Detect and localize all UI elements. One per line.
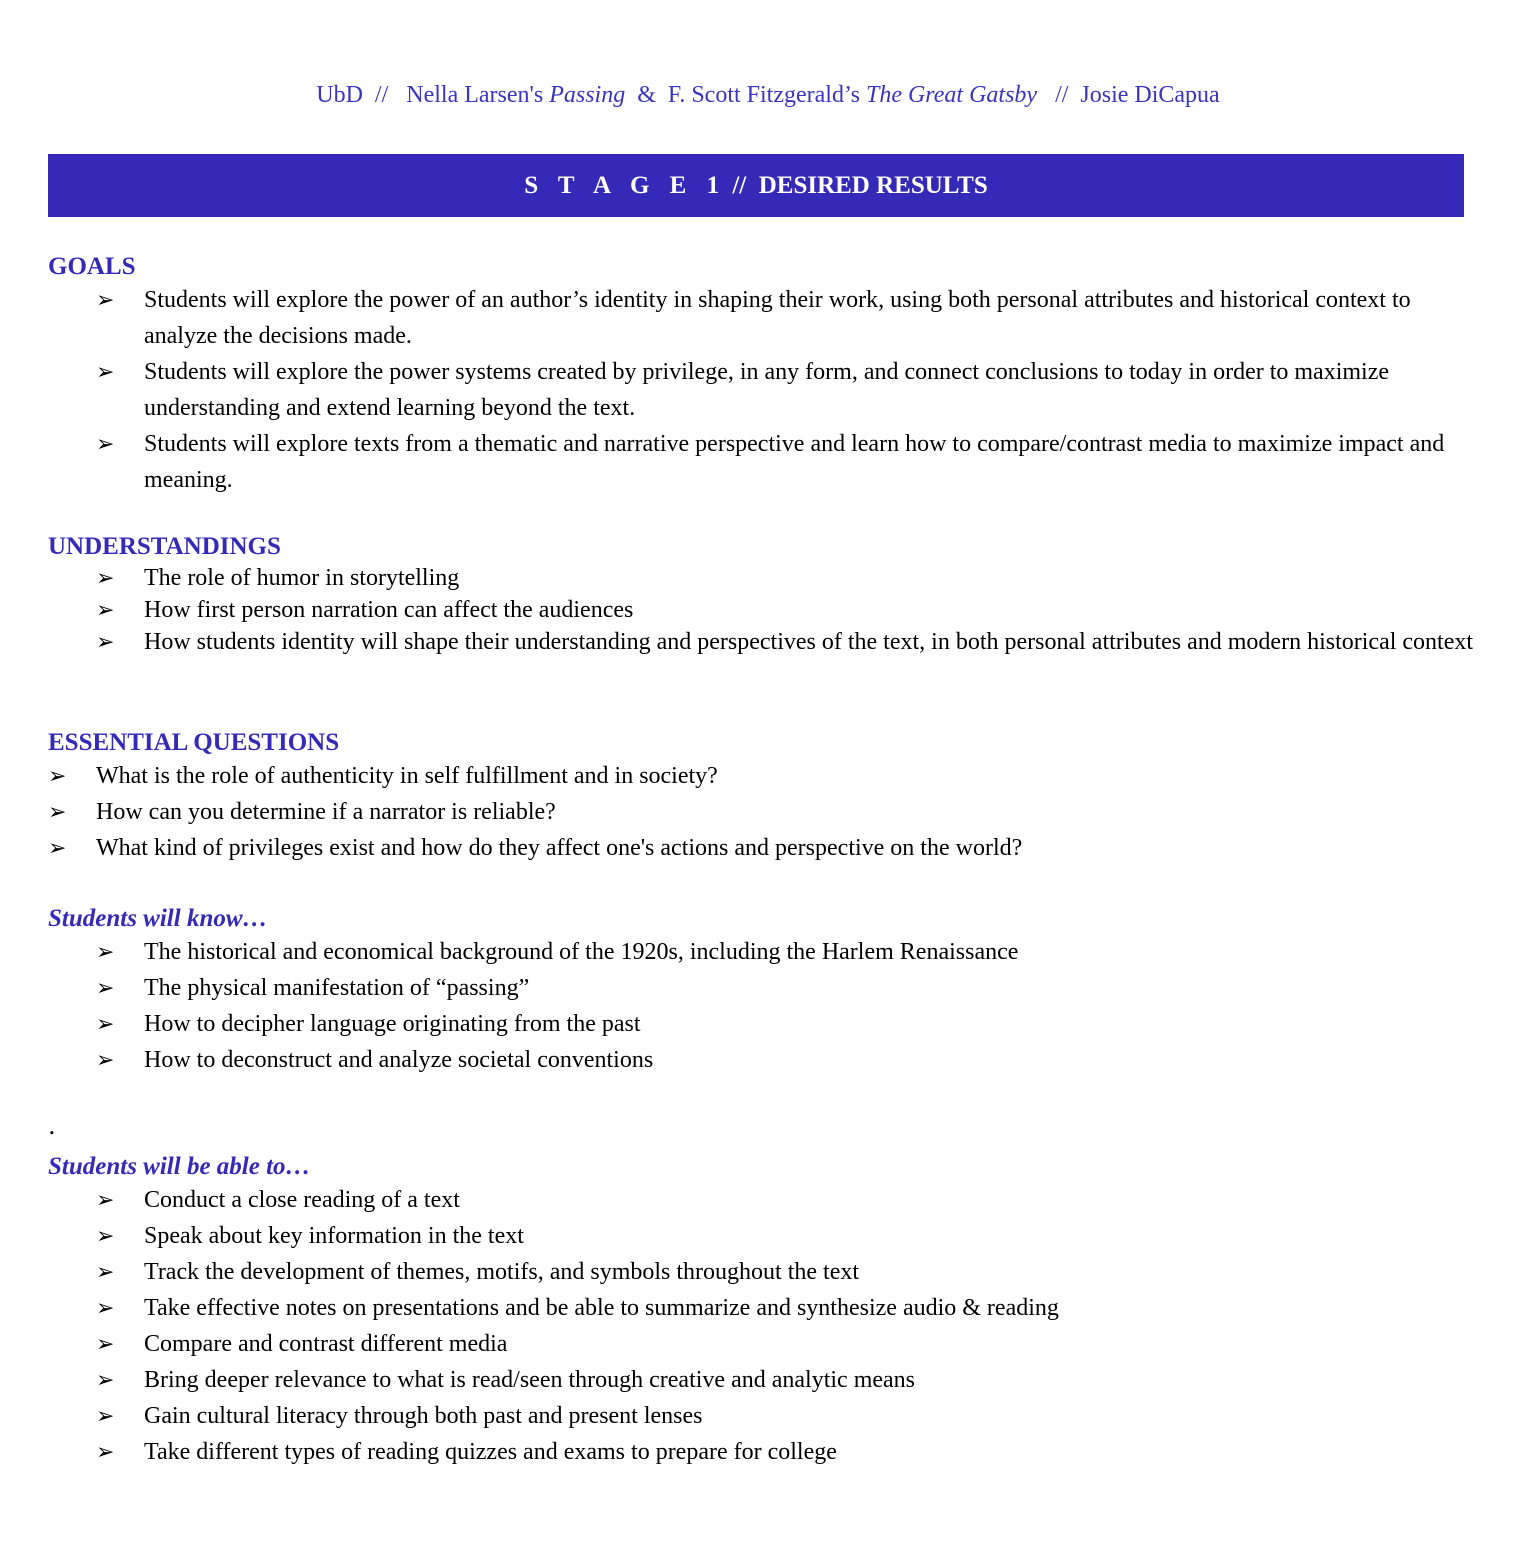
- list-item: ➢ The physical manifestation of “passing”: [48, 970, 1488, 1006]
- arrow-bullet-icon: ➢: [96, 975, 115, 1000]
- stage-banner: [48, 154, 1464, 217]
- understandings-heading: UNDERSTANDINGS: [48, 533, 281, 560]
- arrow-bullet-icon: ➢: [96, 1295, 115, 1320]
- students-will-know-list: [48, 934, 1488, 1078]
- list-item: ➢ Gain cultural literacy through both past and present lenses: [48, 1398, 1488, 1434]
- students-will-know-section: [48, 904, 1488, 1078]
- arrow-bullet-icon: ➢: [48, 763, 67, 788]
- arrow-bullet-icon: ➢: [96, 1439, 115, 1464]
- arrow-bullet-icon: ➢: [96, 1259, 115, 1284]
- arrow-bullet-icon: ➢: [96, 1331, 115, 1356]
- list-item: ➢ The role of humor in storytelling: [48, 562, 1488, 594]
- understandings-section: [48, 532, 1488, 658]
- arrow-bullet-icon: ➢: [96, 597, 115, 622]
- goals-list: [48, 282, 1488, 498]
- list-item: ➢ Students will explore the power systems created by privilege, in any form, and connect conclusions to today in order to maximize understanding and extend learning beyond the text.: [48, 354, 1488, 426]
- arrow-bullet-icon: ➢: [96, 1187, 115, 1212]
- understandings-list: [48, 562, 1488, 658]
- arrow-bullet-icon: ➢: [96, 629, 115, 654]
- goals-section: [48, 252, 1488, 498]
- arrow-bullet-icon: ➢: [96, 1011, 115, 1036]
- students-able-to-section: [48, 1152, 1488, 1470]
- arrow-bullet-icon: ➢: [96, 939, 115, 964]
- essential-questions-list: [48, 758, 1488, 866]
- list-item: ➢ Students will explore the power of an author’s identity in shaping their work, using both personal attributes and historical context to analyze the decisions made.: [48, 282, 1488, 354]
- arrow-bullet-icon: ➢: [48, 835, 67, 860]
- essential-questions-section: [48, 728, 1488, 866]
- list-item: ➢ Track the development of themes, motifs, and symbols throughout the text: [48, 1254, 1488, 1290]
- list-item: ➢ How first person narration can affect the audiences: [48, 594, 1488, 626]
- list-item: ➢ How to deconstruct and analyze societal conventions: [48, 1042, 1488, 1078]
- header-prefix: UbD // Nella Larsen's: [316, 82, 550, 108]
- students-able-to-heading: Students will be able to…: [48, 1153, 311, 1180]
- list-item: ➢ How students identity will shape their understanding and perspectives of the text, in both personal attributes and modern historical context: [48, 626, 1488, 658]
- students-able-to-list: [48, 1182, 1488, 1470]
- arrow-bullet-icon: ➢: [48, 799, 67, 824]
- goals-heading: GOALS: [48, 253, 136, 280]
- list-item: ➢ What is the role of authenticity in self fulfillment and in society?: [48, 758, 1488, 794]
- list-item: ➢ Compare and contrast different media: [48, 1326, 1488, 1362]
- list-item: ➢ How to decipher language originating from the past: [48, 1006, 1488, 1042]
- book-title-gatsby: The Great Gatsby: [865, 82, 1038, 108]
- header-author: // Josie DiCapua: [1037, 82, 1220, 108]
- arrow-bullet-icon: ➢: [96, 287, 115, 312]
- list-item: ➢ Students will explore texts from a thematic and narrative perspective and learn how to compare/contrast media to maximize impact and meaning.: [48, 426, 1488, 498]
- stage-title: // DESIRED RESULTS: [726, 171, 988, 199]
- document-header: [0, 82, 1528, 109]
- arrow-bullet-icon: ➢: [96, 1223, 115, 1248]
- arrow-bullet-icon: ➢: [96, 1367, 115, 1392]
- arrow-bullet-icon: ➢: [96, 1047, 115, 1072]
- essential-questions-heading: ESSENTIAL QUESTIONS: [48, 729, 340, 756]
- list-item: ➢ Bring deeper relevance to what is read/seen through creative and analytic means: [48, 1362, 1488, 1398]
- list-item: ➢ How can you determine if a narrator is reliable?: [48, 794, 1488, 830]
- list-item: ➢ Take different types of reading quizzes and exams to prepare for college: [48, 1434, 1488, 1470]
- arrow-bullet-icon: ➢: [96, 565, 115, 590]
- list-item: ➢ The historical and economical background of the 1920s, including the Harlem Renaissance: [48, 934, 1488, 970]
- list-item: ➢ Conduct a close reading of a text: [48, 1182, 1488, 1218]
- stage-label: S T A G E 1: [524, 171, 727, 199]
- book-title-passing: Passing: [549, 82, 626, 108]
- stray-period: .: [48, 1112, 56, 1140]
- arrow-bullet-icon: ➢: [96, 1403, 115, 1428]
- list-item: ➢ What kind of privileges exist and how do they affect one's actions and perspective on the world?: [48, 830, 1488, 866]
- arrow-bullet-icon: ➢: [96, 359, 115, 384]
- header-middle: & F. Scott Fitzgerald’s: [625, 82, 866, 108]
- list-item: ➢ Speak about key information in the text: [48, 1218, 1488, 1254]
- list-item: ➢ Take effective notes on presentations and be able to summarize and synthesize audio & reading: [48, 1290, 1488, 1326]
- arrow-bullet-icon: ➢: [96, 431, 115, 456]
- students-will-know-heading: Students will know…: [48, 905, 268, 932]
